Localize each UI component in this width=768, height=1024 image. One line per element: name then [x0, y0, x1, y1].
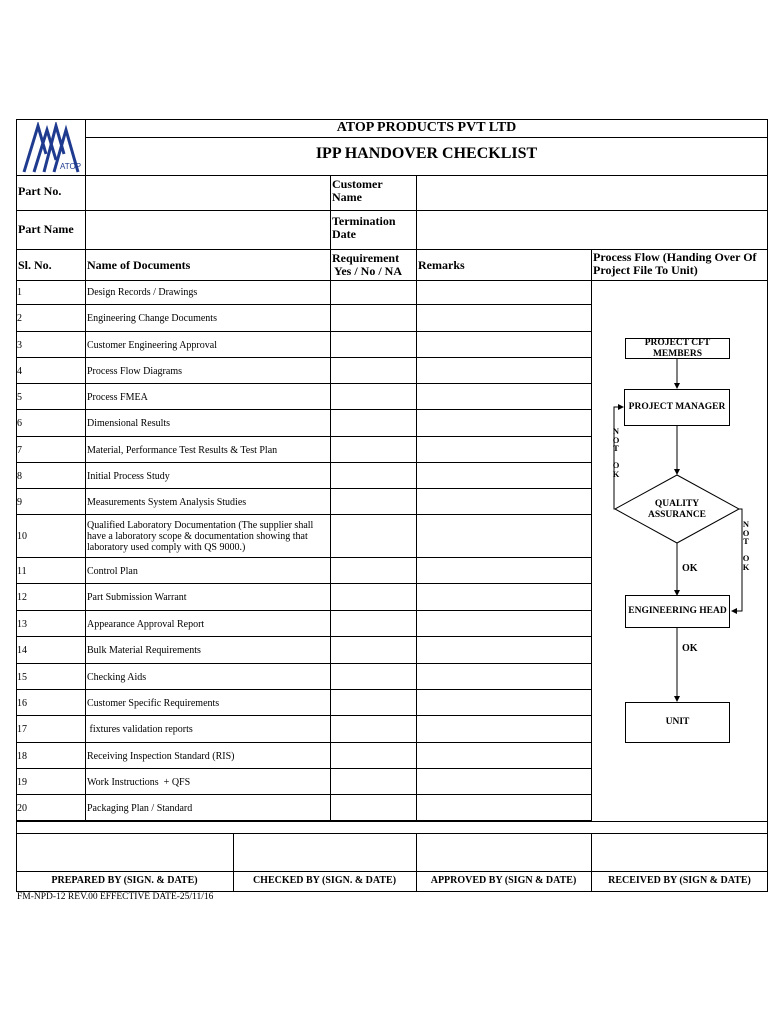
row-remarks-field[interactable]: [417, 743, 591, 768]
row-sl-no: 1: [17, 287, 22, 298]
received-by-sign-field[interactable]: [592, 834, 767, 870]
row-document-name: Dimensional Results: [87, 418, 171, 429]
table-row: [16, 637, 591, 664]
table-row: [16, 664, 591, 690]
row-remarks-field[interactable]: [417, 690, 591, 715]
row-document-name: Packaging Plan / Standard: [87, 802, 193, 814]
row-sl-no: 15: [17, 671, 27, 683]
row-requirement-field[interactable]: [331, 664, 416, 689]
row-sl-no: 3: [17, 339, 22, 351]
row-requirement-field[interactable]: [331, 769, 416, 794]
col-requirement-2: Yes / No / NA: [334, 264, 402, 278]
row-sl-no: 11: [17, 565, 27, 577]
row-remarks-field[interactable]: [417, 558, 591, 583]
row-requirement-field[interactable]: [331, 463, 416, 488]
row-document-name: Control Plan: [87, 565, 138, 577]
row-document-name: Measurements System Analysis Studies: [87, 496, 247, 508]
flow-not-ok-left: N O T O K: [612, 426, 620, 479]
row-document-name: Customer Engineering Approval: [87, 339, 217, 351]
termination-date-field[interactable]: [417, 211, 767, 248]
part-name-label: Part Name: [18, 222, 74, 236]
row-requirement-field[interactable]: [331, 437, 416, 462]
row-requirement-field[interactable]: [331, 280, 416, 304]
table-row: [16, 558, 591, 584]
row-sl-no: 6: [17, 418, 22, 429]
row-sl-no: 9: [17, 496, 22, 508]
table-row: [16, 384, 591, 410]
row-sl-no: 19: [17, 776, 27, 788]
row-remarks-field[interactable]: [417, 664, 591, 689]
row-document-name: Engineering Change Documents: [87, 313, 217, 324]
row-sl-no: 5: [17, 391, 22, 403]
row-requirement-field[interactable]: [331, 332, 416, 357]
table-row: [16, 611, 591, 637]
row-requirement-field[interactable]: [331, 305, 416, 331]
row-requirement-field[interactable]: [331, 795, 416, 820]
col-remarks: Remarks: [418, 258, 465, 272]
termination-date-label: Termination Date: [332, 214, 396, 241]
row-requirement-field[interactable]: [331, 637, 416, 663]
row-remarks-field[interactable]: [417, 384, 591, 409]
row-remarks-field[interactable]: [417, 280, 591, 304]
flow-box-project-manager: PROJECT MANAGER: [624, 389, 730, 426]
row-sl-no: 14: [17, 645, 27, 656]
row-remarks-field[interactable]: [417, 437, 591, 462]
row-sl-no: 18: [17, 750, 27, 762]
table-row: [16, 358, 591, 384]
flow-box-project-cft: PROJECT CFT MEMBERS: [625, 338, 730, 359]
table-row: [16, 437, 591, 463]
row-remarks-field[interactable]: [417, 358, 591, 383]
table-row: [16, 716, 591, 743]
table-row: [16, 332, 591, 358]
logo-text: ATOP: [60, 162, 82, 171]
row-remarks-field[interactable]: [417, 489, 591, 514]
row-document-name: Bulk Material Requirements: [87, 645, 201, 656]
row-remarks-field[interactable]: [417, 795, 591, 820]
row-requirement-field[interactable]: [331, 358, 416, 383]
table-row: [16, 690, 591, 716]
flow-box-engineering-head: ENGINEERING HEAD: [625, 595, 730, 628]
row-remarks-field[interactable]: [417, 637, 591, 663]
company-logo: [20, 122, 82, 174]
row-document-name: Material, Performance Test Results & Test Plan: [87, 444, 278, 456]
row-document-name: Receiving Inspection Standard (RIS): [87, 750, 235, 762]
prepared-by-label: PREPARED BY (SIGN. & DATE): [51, 875, 198, 886]
flow-ok-label-2: OK: [682, 643, 698, 654]
checked-by-label: CHECKED BY (SIGN. & DATE): [252, 875, 397, 886]
table-row: [16, 410, 591, 437]
table-row: [16, 769, 591, 795]
row-document-name: Initial Process Study: [87, 470, 170, 482]
part-no-label: Part No.: [18, 184, 62, 198]
company-name: ATOP PRODUCTS PVT LTD: [336, 120, 517, 135]
flow-label-quality-assurance: QUALITY ASSURANCE: [647, 499, 707, 520]
row-sl-no: 7: [17, 444, 22, 456]
table-row: [16, 305, 591, 332]
row-document-name: fixtures validation reports: [87, 724, 193, 735]
row-remarks-field[interactable]: [417, 515, 591, 557]
customer-name-label: Customer Name: [332, 177, 383, 204]
part-name-field[interactable]: [86, 211, 329, 248]
row-remarks-field[interactable]: [417, 332, 591, 357]
row-remarks-field[interactable]: [417, 305, 591, 331]
row-document-name: Customer Specific Requirements: [87, 697, 220, 709]
form-footer: FM-NPD-12 REV.00 EFFECTIVE DATE-25/11/16: [17, 892, 214, 902]
col-process-flow: Process Flow (Handing Over Of Project File To Unit): [593, 250, 757, 277]
row-remarks-field[interactable]: [417, 769, 591, 794]
row-requirement-field[interactable]: [331, 558, 416, 583]
row-requirement-field[interactable]: [331, 489, 416, 514]
row-sl-no: 20: [17, 802, 27, 814]
row-document-name: Process Flow Diagrams: [87, 365, 182, 377]
row-document-name: Work Instructions + QFS: [87, 776, 191, 788]
row-document-name: Part Submission Warrant: [87, 592, 187, 603]
col-sl-no: Sl. No.: [18, 258, 52, 272]
row-document-name: Appearance Approval Report: [87, 618, 205, 630]
row-document-name: Process FMEA: [87, 391, 148, 403]
flow-box-unit: UNIT: [625, 702, 730, 743]
row-sl-no: 17: [17, 724, 27, 735]
row-requirement-field[interactable]: [331, 515, 416, 557]
approved-by-sign-field[interactable]: [417, 834, 590, 870]
row-sl-no: 2: [17, 313, 22, 324]
row-sl-no: 16: [17, 697, 27, 709]
col-documents: Name of Documents: [87, 258, 191, 272]
table-row: [16, 795, 591, 821]
row-sl-no: 13: [17, 618, 27, 630]
table-row: [16, 743, 591, 769]
row-remarks-field[interactable]: [417, 463, 591, 488]
row-document-name: Checking Aids: [87, 671, 147, 683]
row-sl-no: 12: [17, 592, 27, 603]
row-sl-no: 8: [17, 470, 22, 482]
table-row: [16, 515, 591, 558]
row-document-name: Qualified Laboratory Documentation (The supplier shall have a laboratory scope & documentation showing that laboratory used comply with QS 9000.): [87, 520, 316, 553]
row-requirement-field[interactable]: [331, 743, 416, 768]
received-by-label: RECEIVED BY (SIGN & DATE): [608, 875, 751, 886]
row-remarks-field[interactable]: [417, 410, 591, 436]
row-requirement-field[interactable]: [331, 611, 416, 636]
table-row: [16, 584, 591, 611]
prepared-by-sign-field[interactable]: [17, 834, 232, 870]
part-no-field[interactable]: [86, 176, 329, 209]
flow-ok-label-1: OK: [682, 563, 698, 574]
col-requirement-1: Requirement: [332, 251, 400, 265]
row-document-name: Design Records / Drawings: [87, 287, 198, 298]
row-requirement-field[interactable]: [331, 716, 416, 742]
row-sl-no: 10: [17, 531, 27, 542]
row-sl-no: 4: [17, 365, 22, 377]
checked-by-sign-field[interactable]: [234, 834, 415, 870]
row-remarks-field[interactable]: [417, 584, 591, 610]
table-row: [16, 280, 591, 305]
table-row: [16, 463, 591, 489]
form-title: IPP HANDOVER CHECKLIST: [315, 145, 538, 162]
row-requirement-field[interactable]: [331, 584, 416, 610]
row-requirement-field[interactable]: [331, 384, 416, 409]
row-remarks-field[interactable]: [417, 611, 591, 636]
approved-by-label: APPROVED BY (SIGN & DATE): [430, 875, 577, 886]
flow-not-ok-right: N O T O K: [742, 519, 750, 572]
customer-name-field[interactable]: [417, 176, 767, 209]
row-requirement-field[interactable]: [331, 690, 416, 715]
table-row: [16, 489, 591, 515]
row-requirement-field[interactable]: [331, 410, 416, 436]
row-remarks-field[interactable]: [417, 716, 591, 742]
